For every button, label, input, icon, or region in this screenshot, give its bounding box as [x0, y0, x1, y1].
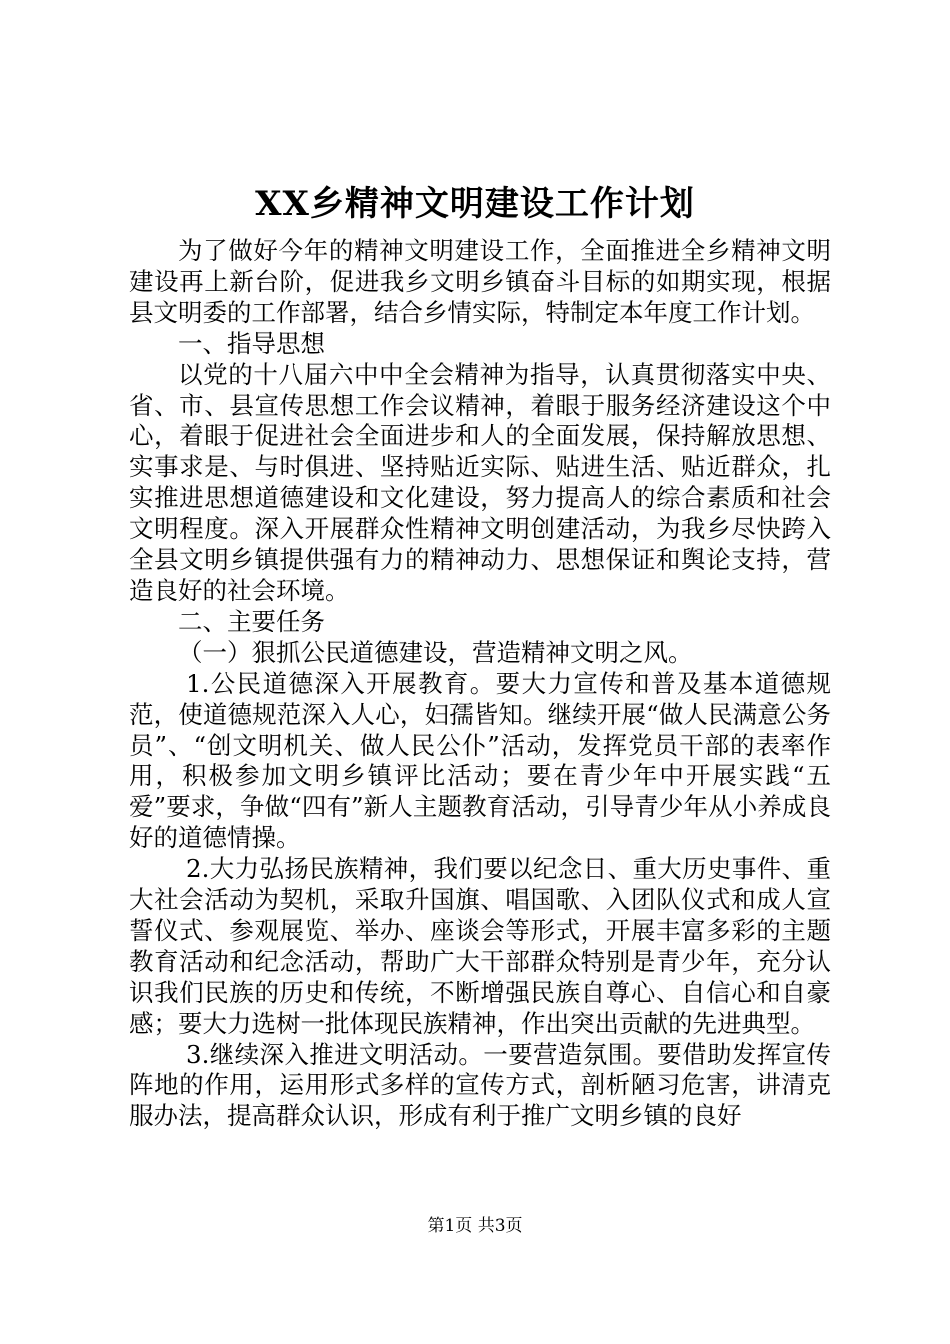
- task-paragraph-2: 2.大力弘扬民族精神，我们要以纪念日、重大历史事件、重大社会活动为契机，采取升国旗、唱国歌、入团队仪式和成人宣誓仪式、参观展览、举办、座谈会等形式，开展丰富多彩的主题教育活动和纪念活动，帮助广大干部群众特别是青少年，充分认识我们民族的历史和传统，不断增强民族自尊心、自信心和自豪感；要大力选树一批体现民族精神，作出突出贡献的先进典型。: [129, 854, 831, 1038]
- document-title: XX乡精神文明建设工作计划: [255, 184, 695, 224]
- subsection-heading-civic-morality: （一）狠抓公民道德建设，营造精神文明之风。: [178, 637, 693, 667]
- intro-paragraph: 为了做好今年的精神文明建设工作，全面推进全乡精神文明建设再上新台阶，促进我乡文明乡镇奋斗目标的如期实现，根据县文明委的工作部署，结合乡情实际，特制定本年度工作计划。: [129, 236, 831, 327]
- task-paragraph-3: 3.继续深入推进文明活动。一要营造氛围。要借助发挥宣传阵地的作用，运用形式多样的宣传方式，剖析陋习危害，讲清克服办法，提高群众认识，形成有利于推广文明乡镇的良好: [129, 1039, 831, 1131]
- document-body: [129, 236, 831, 1132]
- guiding-ideology-paragraph: 以党的十八届六中中全会精神为指导，认真贯彻落实中央、省、市、县宣传思想工作会议精神，着眼于服务经济建设这个中心，着眼于促进社会全面进步和人的全面发展，保持解放思想、实事求是、与时俱进、坚持贴近实际、贴进生活、贴近群众，扎实推进思想道德建设和文化建设，努力提高人的综合素质和社会文明程度。深入开展群众性精神文明创建活动，为我乡尽快跨入全县文明乡镇提供强有力的精神动力、思想保证和舆论支持，营造良好的社会环境。: [129, 359, 831, 605]
- page-footer: 第1页 共3页: [427, 1216, 523, 1236]
- section-heading-guiding-ideology: 一、指导思想: [178, 328, 325, 358]
- task-paragraph-1: 1.公民道德深入开展教育。要大力宣传和普及基本道德规范，使道德规范深入人心，妇孺皆知。继续开展“做人民满意公务员”、“创文明机关、做人民公仆”活动，发挥党员干部的表率作用，积极参加文明乡镇评比活动；要在青少年中开展实践“五爱”要求，争做“四有”新人主题教育活动，引导青少年从小养成良好的道德情操。: [129, 668, 831, 853]
- section-heading-main-tasks: 二、主要任务: [178, 606, 325, 636]
